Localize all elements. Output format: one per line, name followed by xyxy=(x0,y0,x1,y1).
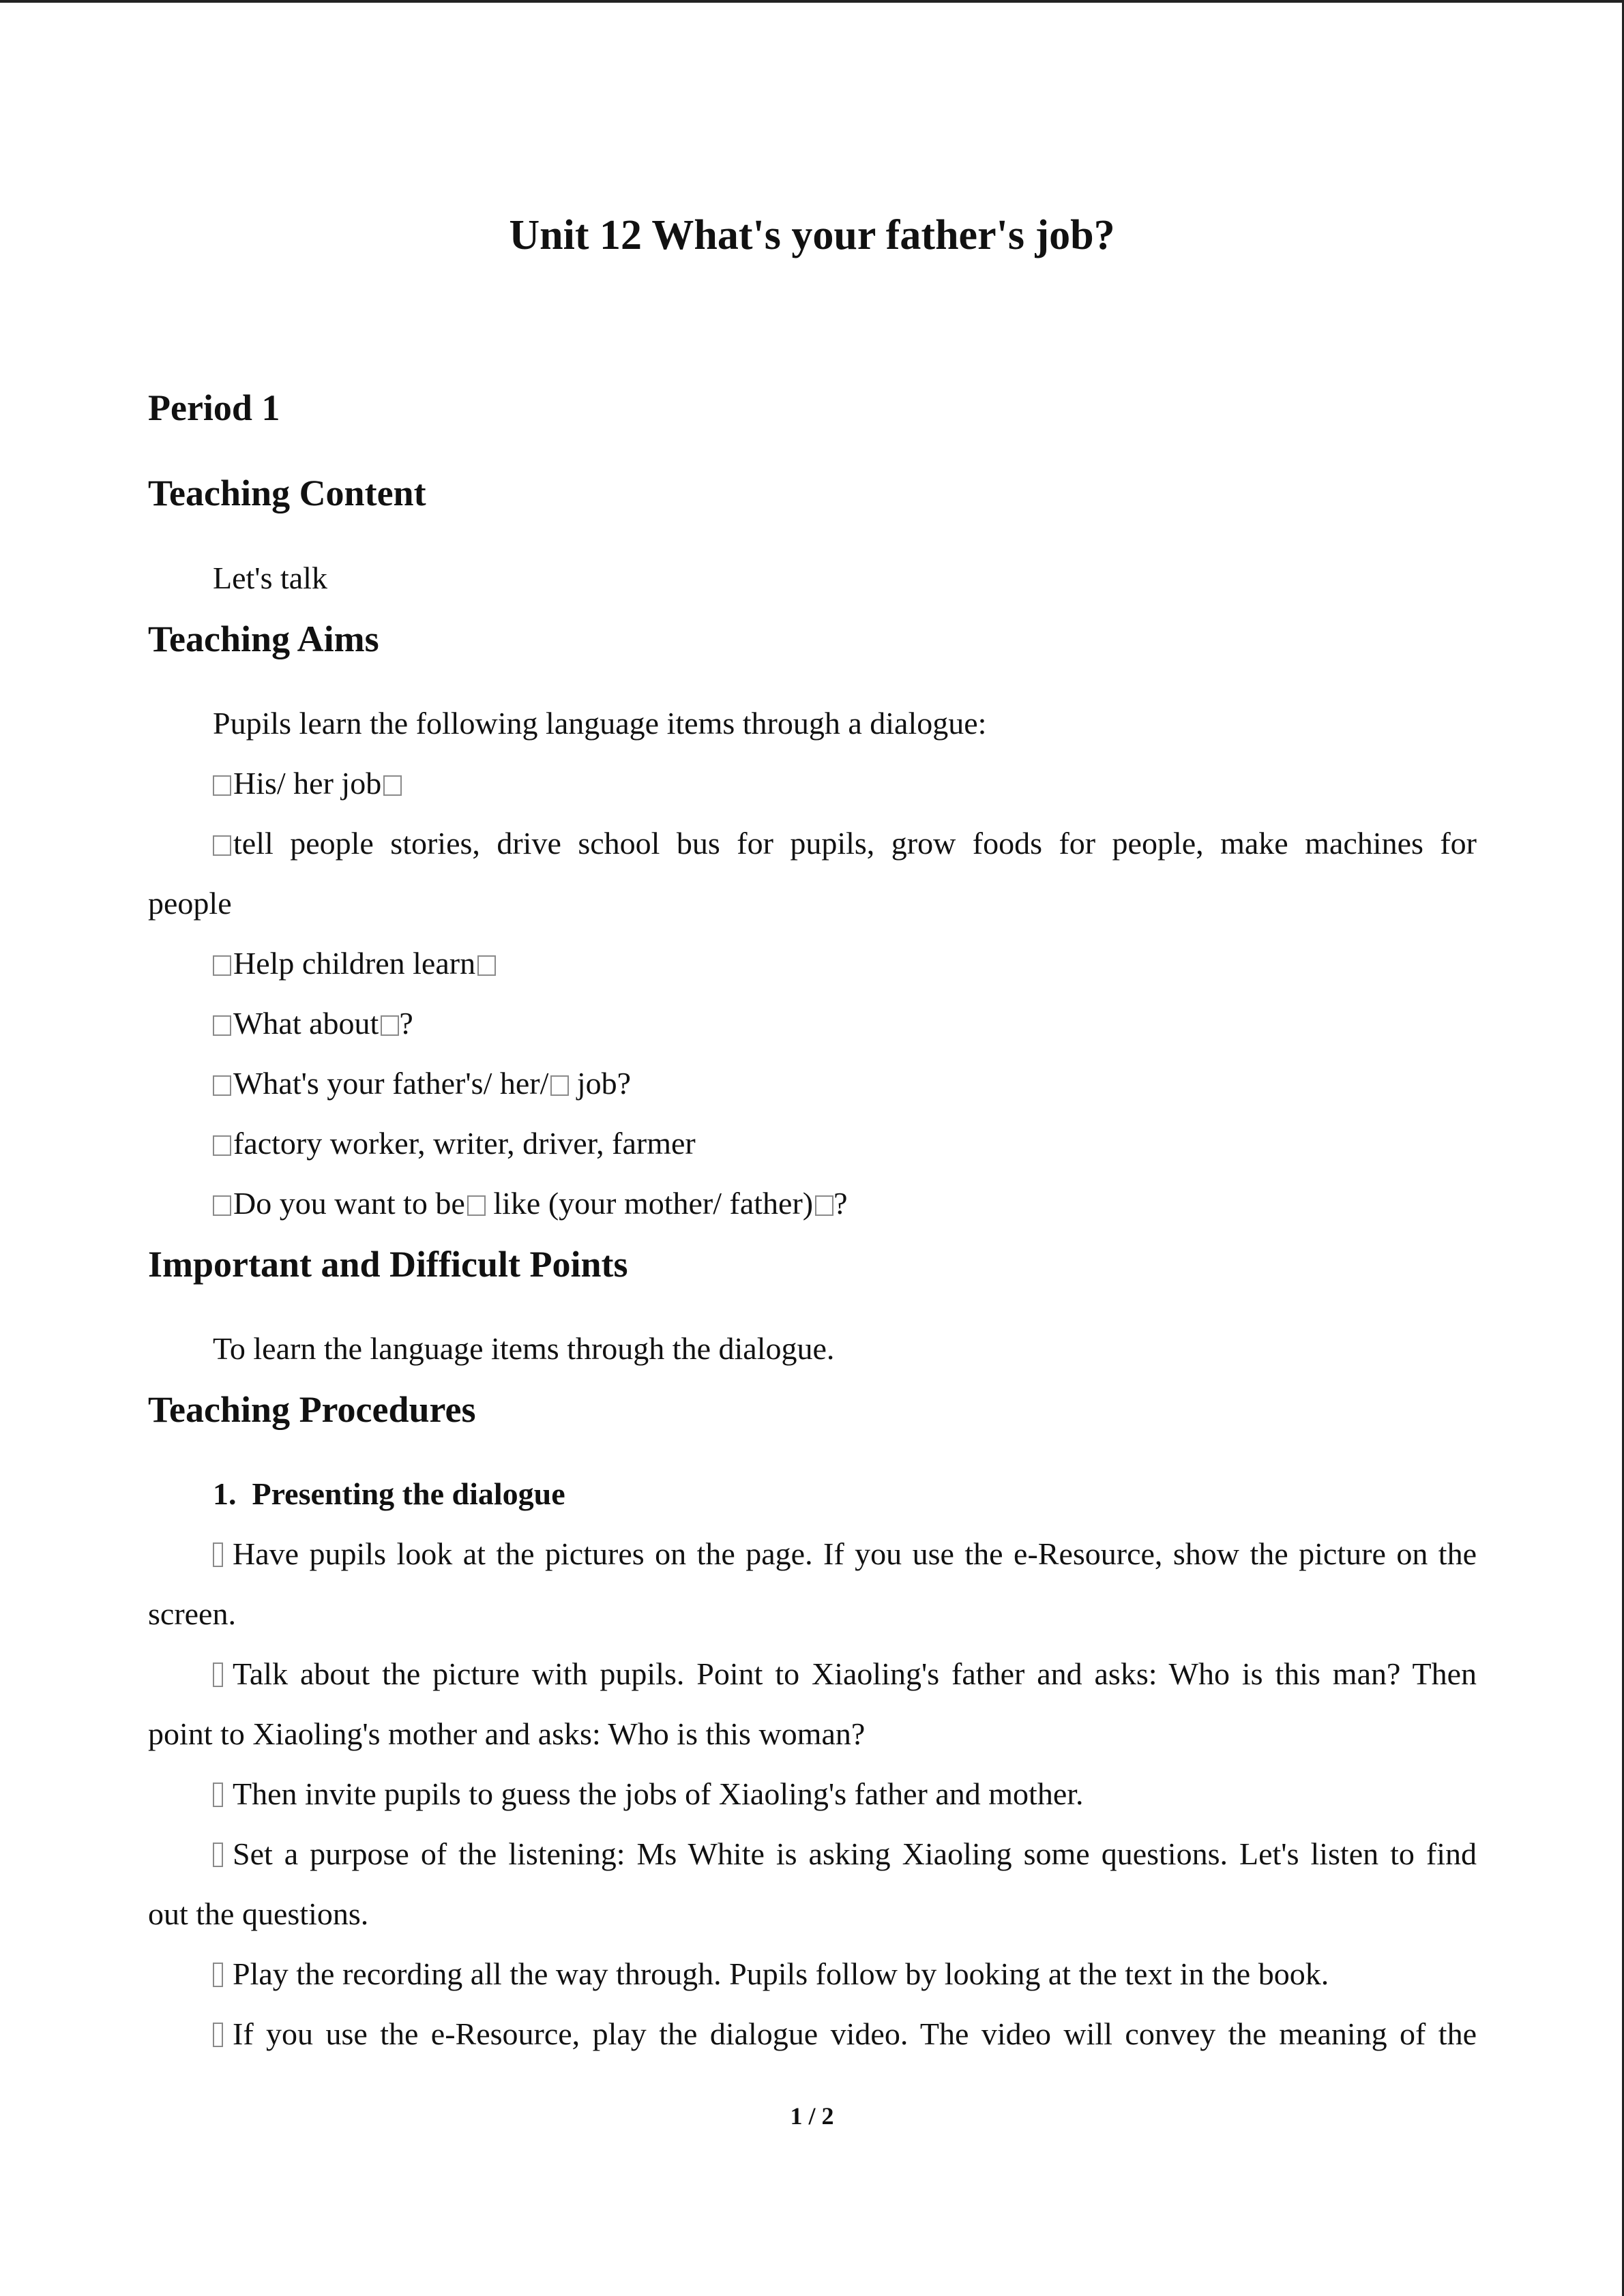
bullet-placeholder-icon xyxy=(213,1663,223,1687)
bullet-placeholder-icon xyxy=(213,2023,223,2047)
placeholder-box-icon xyxy=(213,1195,231,1216)
aims-item-7: Do you want to be like (your mother/ father) ? xyxy=(213,1185,848,1221)
page-number: 1 / 2 xyxy=(790,2102,834,2130)
aims-item-6: factory worker, writer, driver, farmer xyxy=(213,1125,696,1161)
important-points-text: To learn the language items through the dialogue. xyxy=(213,1331,835,1366)
period-heading: Period 1 xyxy=(148,387,280,428)
placeholder-box-icon xyxy=(383,775,402,796)
step-title: Presenting the dialogue xyxy=(252,1476,565,1511)
step-1-heading xyxy=(213,1476,565,1512)
procedure-paragraph-5: Play the recording all the way through. Pupils follow by looking at the text in the book. xyxy=(213,1956,1329,1992)
procedure-paragraph-4: Set a purpose of the listening: Ms White is asking Xiaoling some questions. Let's listen to find xyxy=(213,1836,1477,1872)
bullet-placeholder-icon xyxy=(213,1843,223,1867)
placeholder-box-icon xyxy=(213,775,231,796)
aims-item-2: tell people stories, drive school bus for pupils, grow foods for people, make machines for xyxy=(213,825,1477,861)
bullet-placeholder-icon xyxy=(213,1963,223,1987)
teaching-content-text: Let's talk xyxy=(213,561,327,595)
procedure-paragraph-1-continued: screen. xyxy=(148,1596,236,1631)
bullet-placeholder-icon xyxy=(213,1783,223,1807)
procedure-paragraph-2-continued: point to Xiaoling's mother and asks: Who is this woman? xyxy=(148,1716,866,1751)
aims-item-5: What's your father's/ her/ job? xyxy=(213,1065,631,1101)
procedure-paragraph-6: If you use the e-Resource, play the dialogue video. The video will convey the meaning of the xyxy=(213,2016,1477,2052)
bullet-placeholder-icon xyxy=(213,1542,223,1567)
placeholder-box-icon xyxy=(467,1195,486,1216)
placeholder-box-icon xyxy=(213,1015,231,1036)
teaching-procedures-heading: Teaching Procedures xyxy=(148,1389,476,1430)
teaching-content-heading: Teaching Content xyxy=(148,473,426,513)
procedure-paragraph-3: Then invite pupils to guess the jobs of Xiaoling's father and mother. xyxy=(213,1776,1084,1812)
placeholder-box-icon xyxy=(550,1075,569,1096)
procedure-paragraph-1: Have pupils look at the pictures on the page. If you use the e-Resource, show the picture on the xyxy=(213,1536,1477,1572)
placeholder-box-icon xyxy=(477,955,496,976)
aims-item-2-continued: people xyxy=(148,886,232,921)
placeholder-box-icon xyxy=(213,1075,231,1096)
aims-intro: Pupils learn the following language items through a dialogue: xyxy=(213,706,987,741)
procedure-paragraph-2: Talk about the picture with pupils. Point to Xiaoling's father and asks: Who is this man? Then xyxy=(213,1656,1477,1692)
placeholder-box-icon xyxy=(213,835,231,856)
placeholder-box-icon xyxy=(381,1015,399,1036)
placeholder-box-icon xyxy=(815,1195,833,1216)
aims-item-4: What about ? xyxy=(213,1005,413,1041)
teaching-aims-heading: Teaching Aims xyxy=(148,618,379,659)
placeholder-box-icon xyxy=(213,955,231,976)
aims-item-3: Help children learn xyxy=(213,945,496,981)
document-title: Unit 12 What's your father's job? xyxy=(509,212,1115,258)
important-points-heading: Important and Difficult Points xyxy=(148,1244,628,1285)
aims-item-1: His/ her job xyxy=(213,765,402,801)
step-number: 1. xyxy=(213,1476,237,1511)
placeholder-box-icon xyxy=(213,1135,231,1156)
procedure-paragraph-4-continued: out the questions. xyxy=(148,1896,369,1931)
